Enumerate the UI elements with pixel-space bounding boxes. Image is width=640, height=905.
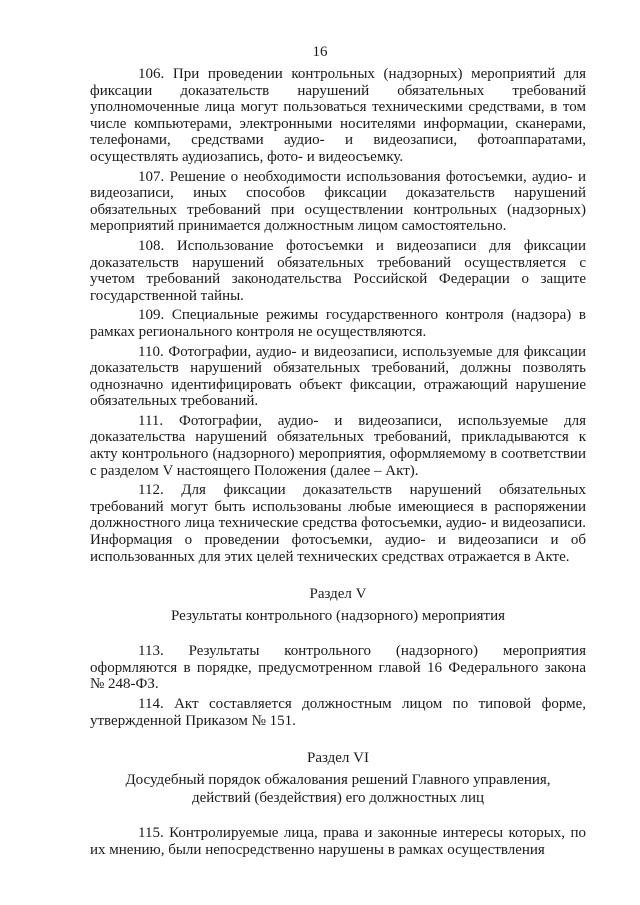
paragraph-107: 107. Решение о необходимости использования фотосъемки, аудио- и видеозаписи, иных способов фиксации доказательств нарушений обязательных требований при осуществлении контрольных (надзорных) мероприятий принимается должностным лицом самостоятельно. <box>90 168 586 235</box>
section-6-heading: Раздел VI <box>306 750 369 767</box>
section-6-title-line-2: действий (бездействия) его должностных лиц <box>191 790 485 807</box>
section-6-header <box>90 749 586 807</box>
document-body <box>90 66 586 861</box>
section-5-header <box>90 585 586 625</box>
paragraph-111: 111. Фотографии, аудио- и видеозаписи, используемые для доказательства нарушений обязательных требований, прикладываются к акту контрольного (надзорного) мероприятия, оформляемому в соответствии с разделом V настоящего Положения (далее – Акт). <box>90 412 586 479</box>
section-5-title: Результаты контрольного (надзорного) мероприятия <box>170 608 506 625</box>
paragraph-112: 112. Для фиксации доказательств нарушений обязательных требований могут быть использованы любые имеющиеся в распоряжении должностного лица технические средства фотосъемки, аудио- и видеозаписи. Информация о проведении фотосъемки, аудио- и видеозаписи и об использованных для этих целей технических средствах отражается в Акте. <box>90 482 586 565</box>
page-number: 16 <box>312 44 328 60</box>
paragraph-114: 114. Акт составляется должностным лицом по типовой форме, утвержденной Приказом № 151. <box>90 696 586 729</box>
section-5-heading: Раздел V <box>309 586 367 603</box>
paragraph-115: 115. Контролируемые лица, права и законные интересы которых, по их мнению, были непосредственно нарушены в рамках осуществления <box>90 825 586 858</box>
paragraph-106: 106. При проведении контрольных (надзорных) мероприятий для фиксации доказательств нарушений обязательных требований уполномоченные лица могут пользоваться техническими средствами, в том числе компьютерами, электронными носителями информации, сканерами, телефонами, средствами аудио- и видеозаписи, фотоаппаратами, осуществлять аудиозапись, фото- и видеосъемку. <box>90 66 586 165</box>
paragraph-113: 113. Результаты контрольного (надзорного) мероприятия оформляются в порядке, предусмотренном главой 16 Федерального закона № 248-ФЗ. <box>90 643 586 693</box>
section-6-title-line-1: Досудебный порядок обжалования решений Главного управления, <box>125 772 551 789</box>
paragraph-110: 110. Фотографии, аудио- и видеозаписи, используемые для фиксации доказательств нарушений обязательных требований, должны позволять однозначно идентифицировать объект фиксации, отражающий нарушение обязательных требований. <box>90 343 586 410</box>
paragraph-109: 109. Специальные режимы государственного контроля (надзора) в рамках регионального контроля не осуществляются. <box>90 307 586 340</box>
paragraph-108: 108. Использование фотосъемки и видеозаписи для фиксации доказательств нарушений обязательных требований осуществляется с учетом требований законодательства Российской Федерации о защите государственной тайны. <box>90 237 586 304</box>
